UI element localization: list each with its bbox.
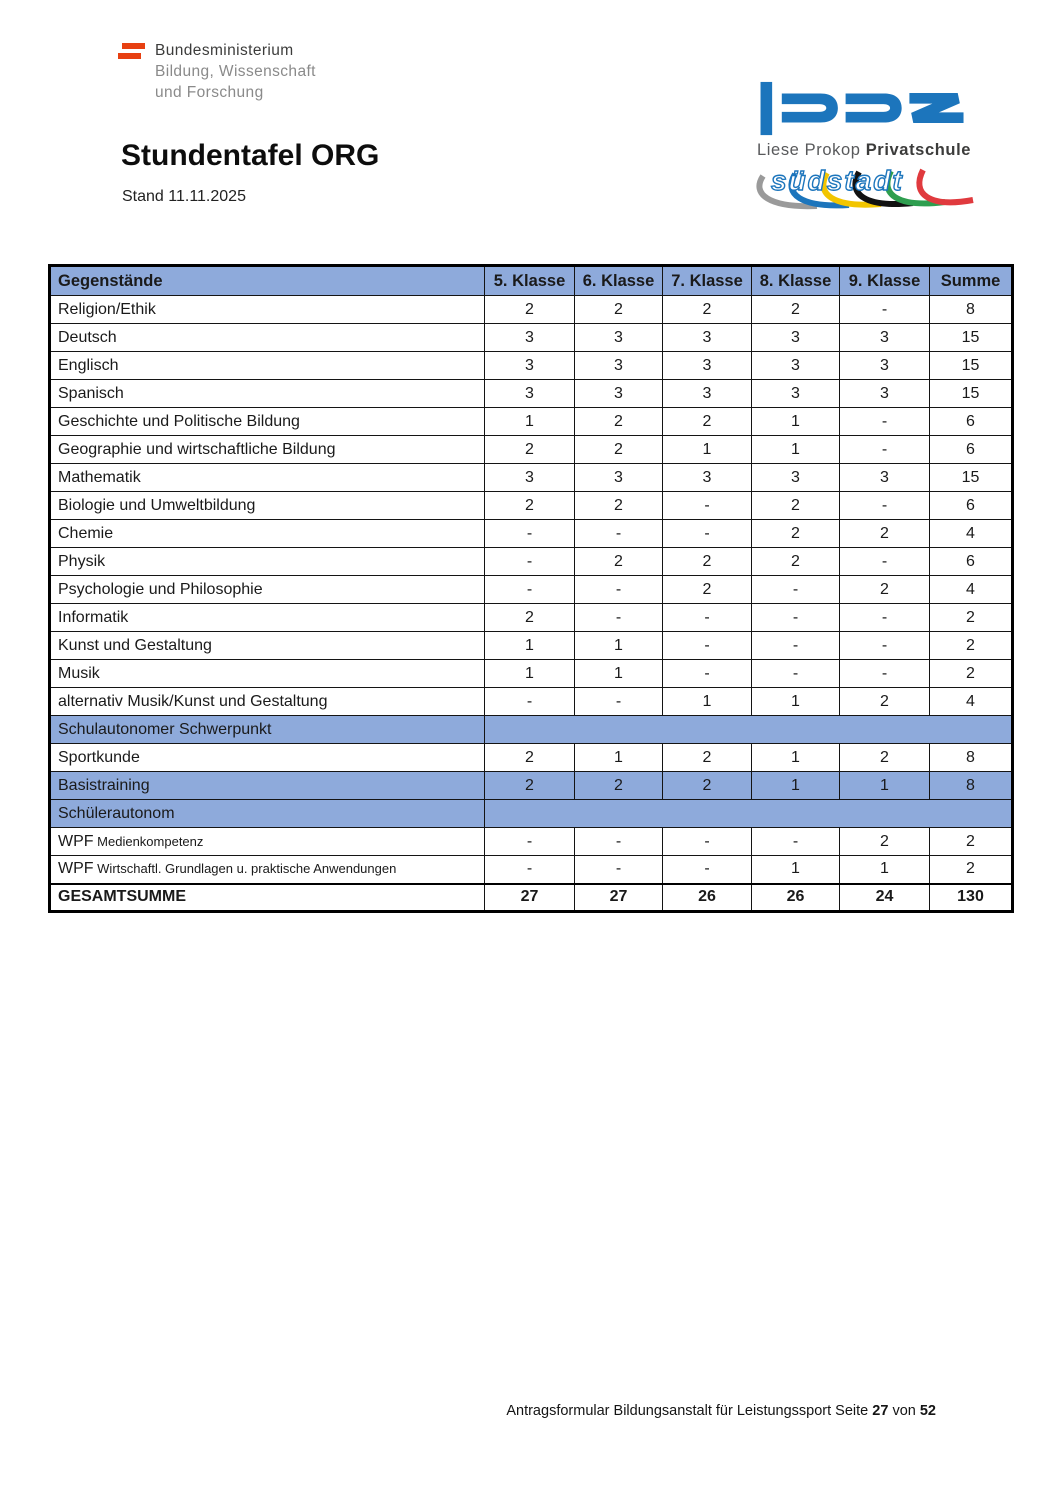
lpps-subtitle-regular: Liese Prokop	[757, 141, 866, 159]
value-cell: -	[840, 548, 930, 576]
value-cell: 2	[663, 744, 752, 772]
value-cell: 2	[752, 296, 840, 324]
value-cell: 1	[485, 660, 575, 688]
suedstadt-logo	[755, 164, 975, 218]
value-cell: -	[663, 520, 752, 548]
value-cell: -	[485, 520, 575, 548]
table-row	[50, 604, 1013, 632]
ministry-logo	[118, 40, 316, 103]
subject-cell: Basistraining	[50, 772, 485, 800]
ministry-name	[155, 40, 316, 103]
value-cell: 15	[930, 352, 1013, 380]
table-row	[50, 744, 1013, 772]
value-cell: 2	[575, 408, 663, 436]
table-row	[50, 772, 1013, 800]
value-cell: -	[663, 660, 752, 688]
subject-cell: Mathematik	[50, 464, 485, 492]
subject-cell: Religion/Ethik	[50, 296, 485, 324]
value-cell: 2	[485, 772, 575, 800]
value-cell: 1	[485, 632, 575, 660]
austria-flag-icon	[118, 43, 145, 59]
value-cell: 3	[575, 324, 663, 352]
value-cell: 1	[752, 436, 840, 464]
value-cell: 6	[930, 436, 1013, 464]
value-cell: 2	[485, 492, 575, 520]
value-cell: 2	[752, 548, 840, 576]
value-cell: -	[575, 856, 663, 884]
value-cell: 3	[575, 352, 663, 380]
value-cell: -	[840, 492, 930, 520]
value-cell: 2	[485, 604, 575, 632]
value-cell: 2	[930, 828, 1013, 856]
lpps-icon	[757, 80, 969, 138]
timetable	[48, 264, 1014, 913]
footer-page-total: 52	[919, 1403, 936, 1419]
header-row	[50, 266, 1013, 296]
subject-cell: WPF Medienkompetenz	[50, 828, 485, 856]
value-cell: 1	[752, 744, 840, 772]
value-cell: 2	[663, 576, 752, 604]
value-cell: 3	[575, 380, 663, 408]
value-cell: -	[840, 296, 930, 324]
ministry-line1: Bundesministerium	[155, 42, 294, 59]
value-cell: -	[663, 604, 752, 632]
value-cell: 2	[575, 772, 663, 800]
value-cell: -	[663, 492, 752, 520]
subject-cell: Physik	[50, 548, 485, 576]
value-cell: -	[485, 828, 575, 856]
value-cell: 3	[752, 380, 840, 408]
subject-cell: GESAMTSUMME	[50, 884, 485, 912]
value-cell: -	[575, 604, 663, 632]
value-cell: 2	[663, 408, 752, 436]
value-cell: 15	[930, 380, 1013, 408]
value-cell: 1	[575, 660, 663, 688]
value-cell: 27	[485, 884, 575, 912]
value-cell: 2	[840, 744, 930, 772]
value-cell: 3	[840, 352, 930, 380]
value-cell: 1	[575, 744, 663, 772]
value-cell: 3	[663, 464, 752, 492]
value-cell: 6	[930, 408, 1013, 436]
subject-cell: Musik	[50, 660, 485, 688]
table-row	[50, 688, 1013, 716]
section-row	[50, 800, 1013, 828]
value-cell: 2	[663, 772, 752, 800]
subject-cell: Sportkunde	[50, 744, 485, 772]
value-cell: -	[485, 576, 575, 604]
footer-page-number: 27	[872, 1403, 889, 1419]
value-cell: 2	[575, 296, 663, 324]
page-title: Stundentafel ORG	[121, 139, 380, 172]
value-cell: 1	[485, 408, 575, 436]
table-row	[50, 324, 1013, 352]
ministry-line2: Bildung, Wissenschaft	[155, 63, 316, 80]
value-cell: 15	[930, 464, 1013, 492]
table-row	[50, 408, 1013, 436]
subject-cell: Psychologie und Philosophie	[50, 576, 485, 604]
value-cell: -	[485, 688, 575, 716]
value-cell: 3	[663, 324, 752, 352]
footer	[506, 1403, 936, 1419]
value-cell: 3	[663, 380, 752, 408]
stand-date: Stand 11.11.2025	[122, 188, 246, 205]
timetable-head	[50, 266, 1013, 296]
subject-cell: Geographie und wirtschaftliche Bildung	[50, 436, 485, 464]
value-cell: 3	[840, 324, 930, 352]
value-cell: -	[485, 856, 575, 884]
table-row	[50, 352, 1013, 380]
value-cell: 8	[930, 744, 1013, 772]
value-cell: -	[752, 576, 840, 604]
subject-cell: Schulautonomer Schwerpunkt	[50, 716, 485, 744]
value-cell: 1	[840, 856, 930, 884]
table-row	[50, 520, 1013, 548]
value-cell: 2	[930, 660, 1013, 688]
value-cell: 3	[752, 324, 840, 352]
footer-text: Antragsformular Bildungsanstalt für Leistungssport Seite	[506, 1403, 869, 1419]
value-cell: 2	[485, 436, 575, 464]
subject-cell: alternativ Musik/Kunst und Gestaltung	[50, 688, 485, 716]
subject-cell: Chemie	[50, 520, 485, 548]
table-row	[50, 828, 1013, 856]
value-cell: 4	[930, 520, 1013, 548]
value-cell: -	[663, 856, 752, 884]
value-cell: -	[840, 632, 930, 660]
value-cell: -	[752, 604, 840, 632]
subject-cell: Geschichte und Politische Bildung	[50, 408, 485, 436]
table-row	[50, 548, 1013, 576]
value-cell: -	[752, 828, 840, 856]
value-cell: 2	[840, 688, 930, 716]
subject-cell: Englisch	[50, 352, 485, 380]
col-header: 9. Klasse	[840, 266, 930, 296]
lpps-subtitle	[757, 141, 973, 160]
value-cell: 2	[575, 492, 663, 520]
value-cell: 130	[930, 884, 1013, 912]
value-cell: -	[752, 632, 840, 660]
table-row	[50, 464, 1013, 492]
value-cell: 1	[752, 688, 840, 716]
col-header-subjects: Gegenstände	[50, 266, 485, 296]
value-cell: 2	[840, 576, 930, 604]
table-row	[50, 380, 1013, 408]
value-cell: 26	[752, 884, 840, 912]
value-cell: 3	[485, 324, 575, 352]
value-cell: 3	[485, 464, 575, 492]
value-cell: -	[840, 660, 930, 688]
value-cell: 3	[840, 380, 930, 408]
section-filler-cell	[485, 800, 1013, 828]
value-cell: -	[663, 632, 752, 660]
subject-cell: Spanisch	[50, 380, 485, 408]
subject-cell: Schülerautonom	[50, 800, 485, 828]
subject-cell: Deutsch	[50, 324, 485, 352]
value-cell: -	[575, 520, 663, 548]
value-cell: 3	[840, 464, 930, 492]
value-cell: 2	[930, 856, 1013, 884]
timetable-body	[50, 296, 1013, 912]
table-row	[50, 856, 1013, 884]
value-cell: 2	[840, 520, 930, 548]
value-cell: 1	[663, 436, 752, 464]
value-cell: 1	[752, 856, 840, 884]
suedstadt-icon	[755, 164, 975, 218]
value-cell: 3	[575, 464, 663, 492]
lpps-logo	[757, 80, 973, 160]
table-row	[50, 576, 1013, 604]
table-row	[50, 632, 1013, 660]
value-cell: 1	[752, 772, 840, 800]
suedstadt-text: südstadt	[771, 165, 904, 196]
value-cell: 15	[930, 324, 1013, 352]
value-cell: -	[663, 828, 752, 856]
value-cell: 2	[575, 548, 663, 576]
value-cell: -	[840, 604, 930, 632]
value-cell: 3	[485, 352, 575, 380]
table-row	[50, 296, 1013, 324]
value-cell: 2	[485, 744, 575, 772]
subject-cell: Biologie und Umweltbildung	[50, 492, 485, 520]
table-row	[50, 660, 1013, 688]
value-cell: 2	[752, 492, 840, 520]
subject-cell: Informatik	[50, 604, 485, 632]
value-cell: 2	[930, 604, 1013, 632]
value-cell: 4	[930, 576, 1013, 604]
section-row	[50, 716, 1013, 744]
value-cell: 3	[485, 380, 575, 408]
value-cell: 6	[930, 548, 1013, 576]
value-cell: -	[575, 688, 663, 716]
value-cell: -	[752, 660, 840, 688]
col-header: 8. Klasse	[752, 266, 840, 296]
value-cell: 2	[575, 436, 663, 464]
col-header: 7. Klasse	[663, 266, 752, 296]
col-header: Summe	[930, 266, 1013, 296]
value-cell: 27	[575, 884, 663, 912]
value-cell: 2	[663, 296, 752, 324]
value-cell: -	[840, 436, 930, 464]
value-cell: 2	[663, 548, 752, 576]
value-cell: 6	[930, 492, 1013, 520]
value-cell: 24	[840, 884, 930, 912]
value-cell: 4	[930, 688, 1013, 716]
value-cell: 1	[663, 688, 752, 716]
value-cell: 8	[930, 772, 1013, 800]
table-row	[50, 884, 1013, 912]
value-cell: 2	[930, 632, 1013, 660]
section-filler-cell	[485, 716, 1013, 744]
value-cell: 1	[840, 772, 930, 800]
value-cell: 1	[752, 408, 840, 436]
value-cell: 2	[752, 520, 840, 548]
lpps-subtitle-bold: Privatschule	[865, 141, 972, 159]
value-cell: 3	[752, 464, 840, 492]
value-cell: 3	[752, 352, 840, 380]
value-cell: -	[840, 408, 930, 436]
table-row	[50, 436, 1013, 464]
value-cell: 2	[485, 296, 575, 324]
ministry-line3: und Forschung	[155, 84, 264, 101]
col-header: 5. Klasse	[485, 266, 575, 296]
footer-von: von	[892, 1403, 916, 1419]
value-cell: -	[485, 548, 575, 576]
value-cell: 8	[930, 296, 1013, 324]
value-cell: 1	[575, 632, 663, 660]
value-cell: 26	[663, 884, 752, 912]
subject-cell: Kunst und Gestaltung	[50, 632, 485, 660]
subject-cell: WPF Wirtschaftl. Grundlagen u. praktische Anwendungen	[50, 856, 485, 884]
table-row	[50, 492, 1013, 520]
value-cell: -	[575, 576, 663, 604]
value-cell: 2	[840, 828, 930, 856]
value-cell: 3	[663, 352, 752, 380]
col-header: 6. Klasse	[575, 266, 663, 296]
value-cell: -	[575, 828, 663, 856]
